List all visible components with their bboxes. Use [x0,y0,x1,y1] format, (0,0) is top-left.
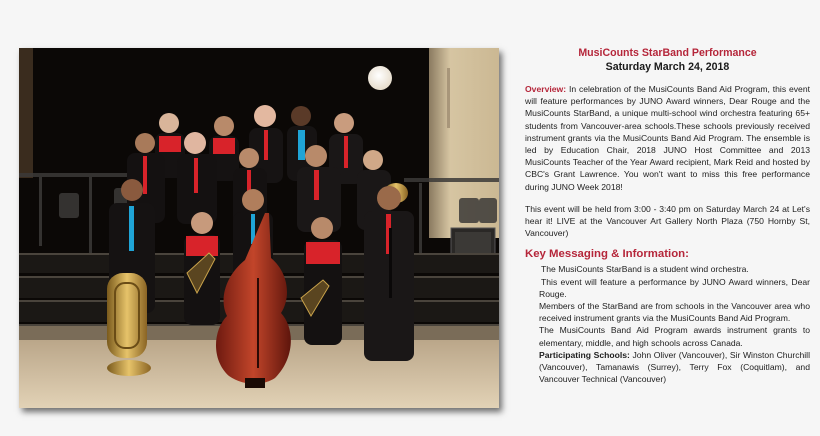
event-date: Saturday March 24, 2018 [605,61,730,73]
overview-paragraph [525,83,810,193]
event-info-panel [525,46,810,385]
band-photo-illustration [19,48,499,408]
overview-label: Overview: [525,84,567,94]
key-messaging-heading: Key Messaging & Information: [525,248,689,261]
event-title: MusiCounts StarBand Performance [578,47,757,59]
participating-schools-label: Participating Schools: [539,349,630,360]
event-details-paragraph: This event will be held from 3:00 - 3:40 pm on Saturday March 24 at Let's hear it! LIVE at the Vancouver Art Gallery North Plaza (750 Hornby St, Vancouver) [525,203,810,239]
key-messaging-list [525,263,810,385]
key-message-item: The MusiCounts Band Aid Program awards instrument grants to elementary, middle, and high schools across Canada. [539,325,810,348]
overview-text: In celebration of the MusiCounts Band Aid Program, this event will feature performances by JUNO Award winners, Dear Rouge and the MusiCounts StarBand, a unique multi-school wind orchestra featuring 65+ students from Vancouver-area schools.These schools previously received instrument grants via the MusiCounts Band Aid Program. The ensemble is led by Education Chair, 2018 JUNO Host Committee and 2013 MusiCounts Teacher of the Year Award recipient, Mark Reid and hosted by CBC's Grant Lawrence. You won't want to miss this free performance during JUNO Week 2018! [525,84,810,192]
participating-schools-item [525,349,810,386]
band-photo [19,48,499,408]
participating-schools-text: John Oliver (Vancouver), Sir Winston Churchill (Vancouver), Tamanawis (Surrey), Terry Fox (Coquitlam), and Vancouver Technical (Vancouver) [539,349,810,385]
key-message-item: This event will feature a performance by JUNO Award winners, Dear Rouge. [539,276,810,299]
key-message-item: Members of the StarBand are from schools in the Vancouver area who received instrument grants via the MusiCounts Band Aid Program. [539,301,810,324]
key-message-item: The MusiCounts StarBand is a student wind orchestra. [541,264,749,275]
